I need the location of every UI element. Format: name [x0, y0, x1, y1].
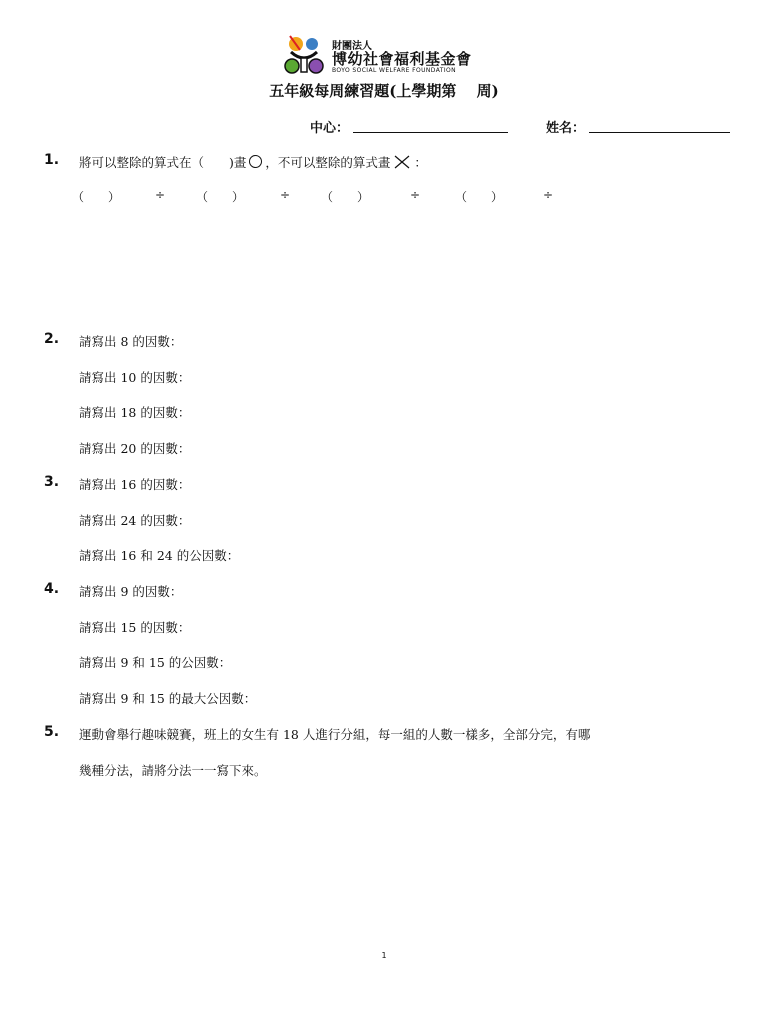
question-3-line-2: 請寫出 24 的因數： — [79, 513, 191, 528]
logo-english-name: BOYO SOCIAL WELFARE FOUNDATION — [332, 67, 457, 74]
cross-mark-icon — [394, 155, 410, 169]
q1-answer-blank-2[interactable]: （ ） — [196, 190, 245, 204]
divide-sign: ÷ — [280, 188, 291, 202]
question-3-number: 3. — [44, 474, 60, 490]
foundation-logo — [282, 34, 482, 78]
name-label: 姓名： — [546, 121, 586, 136]
question-2-line-3: 請寫出 18 的因數： — [79, 405, 191, 420]
q1-answer-blank-1[interactable]: （ ） — [72, 190, 121, 204]
question-2-number: 2. — [44, 331, 60, 347]
question-5-line-2: 幾種分法，請將分法一一寫下來。 — [79, 763, 267, 778]
question-1-text-part1: 將可以整除的算式在（ )畫 — [79, 155, 247, 170]
question-4-line-2: 請寫出 15 的因數： — [79, 620, 191, 635]
question-4-line-4: 請寫出 9 和 15 的最大公因數： — [79, 691, 257, 706]
question-4-number: 4. — [44, 581, 60, 597]
name-blank[interactable] — [589, 116, 730, 133]
question-3-line-1: 請寫出 16 的因數： — [79, 477, 191, 492]
question-1-number: 1. — [44, 152, 60, 168]
question-1-text-part3: ： — [414, 155, 427, 170]
logo-subtitle: 財團法人 — [332, 41, 372, 52]
question-2-line-1: 請寫出 8 的因數： — [79, 334, 183, 349]
worksheet-title: 五年級每周練習題(上學期第 周) — [269, 82, 499, 100]
q1-answer-blank-3[interactable]: （ ） — [321, 190, 370, 204]
question-2-line-4: 請寫出 20 的因數： — [79, 441, 191, 456]
q1-answer-blank-4[interactable]: （ ） — [455, 190, 504, 204]
question-5-line-1: 運動會舉行趣味競賽，班上的女生有 18 人進行分組，每一組的人數一樣多，全部分完，有哪 — [79, 727, 591, 742]
question-2-line-2: 請寫出 10 的因數： — [79, 370, 191, 385]
center-blank[interactable] — [353, 116, 508, 133]
circle-mark-icon — [249, 155, 262, 168]
divide-sign: ÷ — [410, 188, 421, 202]
question-1-text-part2: ，不可以整除的算式畫 — [265, 155, 391, 170]
question-3-line-3: 請寫出 16 和 24 的公因數： — [79, 548, 240, 563]
divide-sign: ÷ — [155, 188, 166, 202]
page-number: 1 — [381, 951, 387, 960]
question-4-line-3: 請寫出 9 和 15 的公因數： — [79, 655, 232, 670]
question-1-text — [79, 153, 427, 171]
logo-name: 博幼社會福利基金會 — [332, 50, 472, 68]
foundation-emblem-icon — [282, 34, 330, 78]
question-4-line-1: 請寫出 9 的因數： — [79, 584, 183, 599]
center-label: 中心： — [310, 121, 350, 136]
divide-sign: ÷ — [543, 188, 554, 202]
question-5-number: 5. — [44, 724, 60, 740]
